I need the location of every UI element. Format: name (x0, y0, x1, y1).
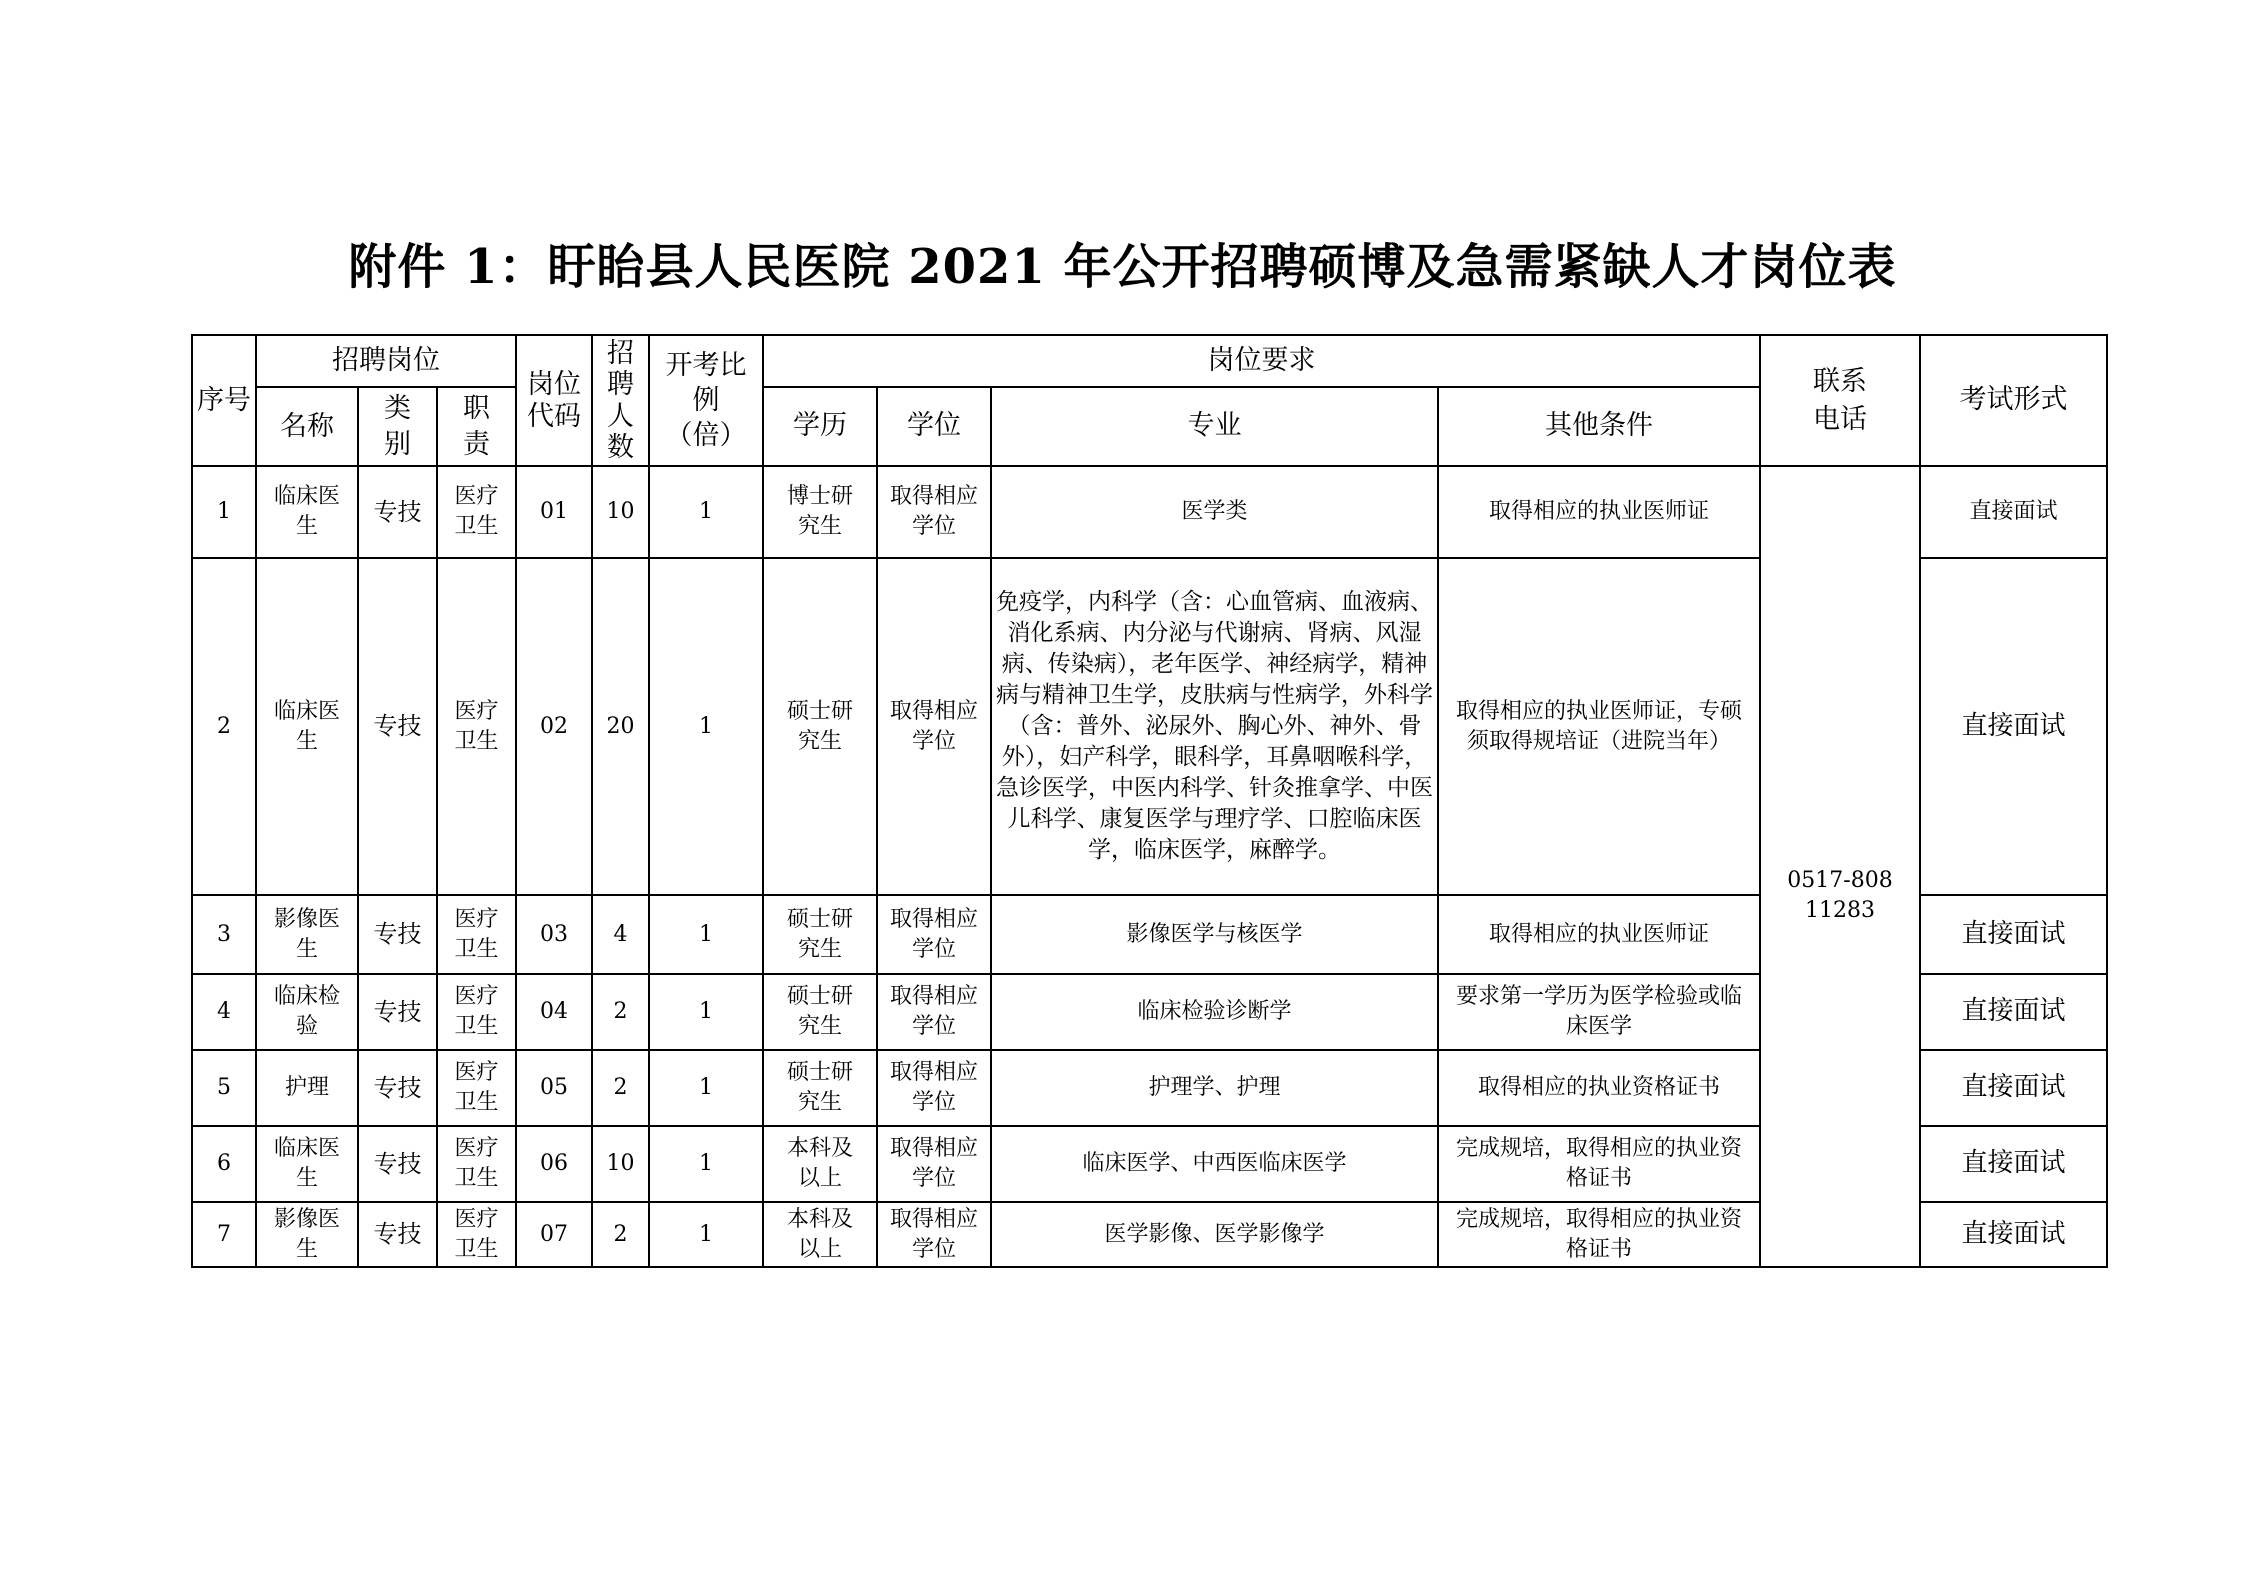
header-phone: 联系电话 (1760, 335, 1920, 466)
cell-ratio: 1 (649, 974, 763, 1050)
cell-exam: 直接面试 (1920, 1202, 2107, 1267)
cell-code: 06 (516, 1126, 592, 1202)
cell-major: 医学类 (991, 466, 1438, 558)
cell-ratio: 1 (649, 1050, 763, 1126)
cell-seq: 5 (192, 1050, 256, 1126)
cell-education: 硕士研究生 (763, 974, 877, 1050)
cell-other: 取得相应的执业资格证书 (1438, 1050, 1760, 1126)
cell-education: 硕士研究生 (763, 1050, 877, 1126)
cell-exam: 直接面试 (1920, 466, 2107, 558)
cell-degree: 取得相应学位 (877, 558, 991, 895)
cell-major: 护理学、护理 (991, 1050, 1438, 1126)
cell-category: 专技 (358, 466, 437, 558)
cell-exam: 直接面试 (1920, 558, 2107, 895)
header-name: 名称 (256, 387, 358, 466)
cell-degree: 取得相应学位 (877, 974, 991, 1050)
cell-exam: 直接面试 (1920, 895, 2107, 974)
table-row (192, 466, 2107, 558)
cell-education: 博士研究生 (763, 466, 877, 558)
cell-seq: 6 (192, 1126, 256, 1202)
cell-code: 07 (516, 1202, 592, 1267)
cell-count: 10 (592, 1126, 649, 1202)
cell-major: 临床医学、中西医临床医学 (991, 1126, 1438, 1202)
cell-education: 本科及以上 (763, 1202, 877, 1267)
cell-duty: 医疗卫生 (437, 558, 516, 895)
cell-other: 完成规培，取得相应的执业资格证书 (1438, 1126, 1760, 1202)
cell-category: 专技 (358, 974, 437, 1050)
header-count: 招聘人数 (592, 335, 649, 466)
cell-count: 2 (592, 1050, 649, 1126)
cell-ratio: 1 (649, 1202, 763, 1267)
header-duty: 职责 (437, 387, 516, 466)
cell-name: 临床医生 (256, 1126, 358, 1202)
cell-seq: 4 (192, 974, 256, 1050)
cell-seq: 2 (192, 558, 256, 895)
cell-count: 2 (592, 974, 649, 1050)
cell-name: 临床医生 (256, 558, 358, 895)
job-table (191, 334, 2108, 1268)
header-ratio: 开考比例（倍） (649, 335, 763, 466)
cell-ratio: 1 (649, 558, 763, 895)
cell-major: 医学影像、医学影像学 (991, 1202, 1438, 1267)
cell-count: 2 (592, 1202, 649, 1267)
cell-ratio: 1 (649, 1126, 763, 1202)
cell-code: 04 (516, 974, 592, 1050)
cell-other: 要求第一学历为医学检验或临床医学 (1438, 974, 1760, 1050)
cell-seq: 3 (192, 895, 256, 974)
cell-phone: 0517-80811283 (1760, 466, 1920, 1267)
header-major: 专业 (991, 387, 1438, 466)
cell-duty: 医疗卫生 (437, 1050, 516, 1126)
cell-duty: 医疗卫生 (437, 1202, 516, 1267)
cell-category: 专技 (358, 1202, 437, 1267)
cell-name: 护理 (256, 1050, 358, 1126)
cell-major: 临床检验诊断学 (991, 974, 1438, 1050)
cell-other: 取得相应的执业医师证 (1438, 466, 1760, 558)
page-title: 附件 1：盱眙县人民医院 2021 年公开招聘硕博及急需紧缺人才岗位表 (348, 239, 1897, 295)
cell-category: 专技 (358, 1050, 437, 1126)
cell-exam: 直接面试 (1920, 1050, 2107, 1126)
cell-category: 专技 (358, 1126, 437, 1202)
cell-degree: 取得相应学位 (877, 1202, 991, 1267)
header-code: 岗位代码 (516, 335, 592, 466)
cell-other: 取得相应的执业医师证 (1438, 895, 1760, 974)
cell-name: 影像医生 (256, 895, 358, 974)
cell-education: 本科及以上 (763, 1126, 877, 1202)
cell-duty: 医疗卫生 (437, 895, 516, 974)
header-other: 其他条件 (1438, 387, 1760, 466)
cell-ratio: 1 (649, 466, 763, 558)
header-degree: 学位 (877, 387, 991, 466)
cell-code: 02 (516, 558, 592, 895)
cell-exam: 直接面试 (1920, 974, 2107, 1050)
cell-count: 10 (592, 466, 649, 558)
header-requirements: 岗位要求 (763, 335, 1760, 387)
cell-degree: 取得相应学位 (877, 466, 991, 558)
cell-degree: 取得相应学位 (877, 1126, 991, 1202)
cell-code: 03 (516, 895, 592, 974)
cell-other: 取得相应的执业医师证，专硕须取得规培证（进院当年） (1438, 558, 1760, 895)
header-seq: 序号 (192, 335, 256, 466)
cell-degree: 取得相应学位 (877, 895, 991, 974)
header-post-group: 招聘岗位 (256, 335, 516, 387)
cell-other: 完成规培，取得相应的执业资格证书 (1438, 1202, 1760, 1267)
cell-education: 硕士研究生 (763, 895, 877, 974)
cell-duty: 医疗卫生 (437, 974, 516, 1050)
cell-name: 影像医生 (256, 1202, 358, 1267)
header-education: 学历 (763, 387, 877, 466)
cell-count: 20 (592, 558, 649, 895)
cell-exam: 直接面试 (1920, 1126, 2107, 1202)
cell-major: 影像医学与核医学 (991, 895, 1438, 974)
cell-duty: 医疗卫生 (437, 466, 516, 558)
cell-code: 01 (516, 466, 592, 558)
cell-category: 专技 (358, 558, 437, 895)
header-exam: 考试形式 (1920, 335, 2107, 466)
cell-ratio: 1 (649, 895, 763, 974)
cell-education: 硕士研究生 (763, 558, 877, 895)
cell-name: 临床检验 (256, 974, 358, 1050)
cell-duty: 医疗卫生 (437, 1126, 516, 1202)
cell-major: 免疫学，内科学（含：心血管病、血液病、消化系病、内分泌与代谢病、肾病、风湿病、传染病），老年医学、神经病学，精神病与精神卫生学，皮肤病与性病学，外科学（含：普外、泌尿外、胸心外、神外、骨外），妇产科学，眼科学，耳鼻咽喉科学，急诊医学，中医内科学、针灸推拿学、中医儿科学、康复医学与理疗学、口腔临床医学，临床医学，麻醉学。 (991, 558, 1438, 895)
cell-count: 4 (592, 895, 649, 974)
cell-seq: 7 (192, 1202, 256, 1267)
cell-category: 专技 (358, 895, 437, 974)
cell-name: 临床医生 (256, 466, 358, 558)
cell-code: 05 (516, 1050, 592, 1126)
cell-seq: 1 (192, 466, 256, 558)
header-category: 类别 (358, 387, 437, 466)
cell-degree: 取得相应学位 (877, 1050, 991, 1126)
